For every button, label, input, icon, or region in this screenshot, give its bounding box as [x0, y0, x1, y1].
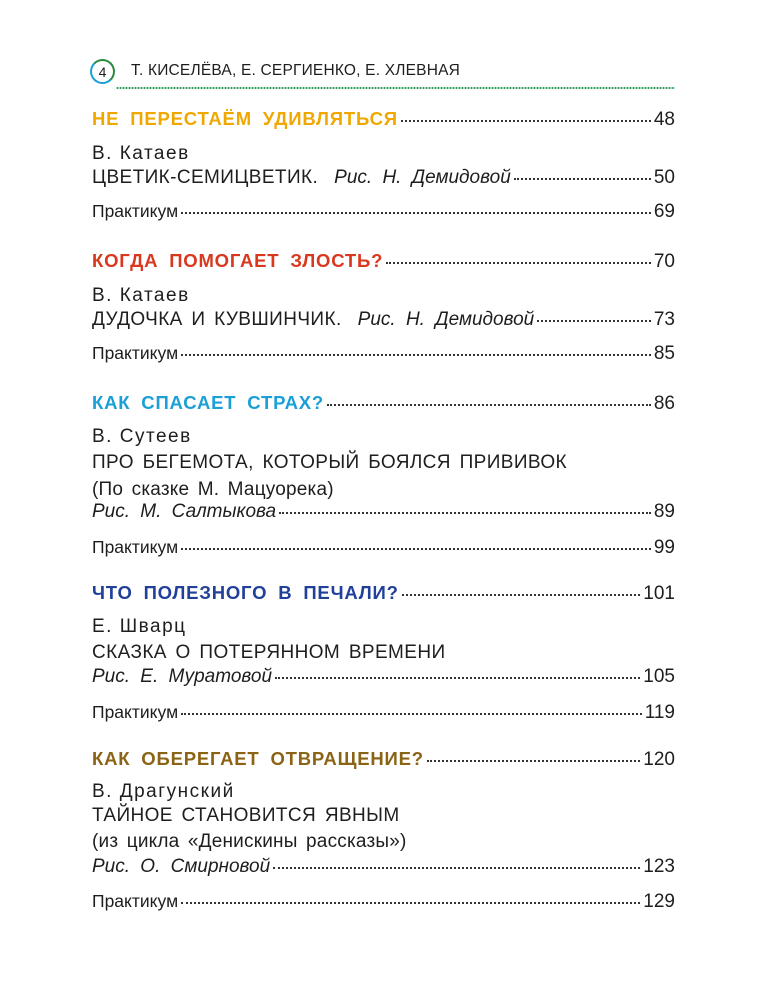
work-entry[interactable] — [92, 166, 675, 190]
practicum-page: 119 — [644, 702, 675, 723]
practicum-page: 129 — [643, 891, 675, 912]
work-author: В. Сутеев — [92, 426, 192, 447]
section-heading-3[interactable] — [92, 391, 675, 416]
dot-leader — [181, 713, 642, 715]
section-heading-1[interactable] — [92, 107, 675, 132]
work-author: В. Катаев — [92, 285, 190, 306]
dot-leader — [273, 867, 640, 869]
illustrator: Рис. Н. Демидовой — [334, 167, 511, 188]
practicum-label: Практикум — [92, 201, 179, 221]
section-heading-2[interactable] — [92, 249, 675, 274]
illustrator: Рис. Е. Муратовой — [92, 666, 273, 687]
practicum-page: 85 — [653, 343, 675, 364]
work-title: ТАЙНОЕ СТАНОВИТСЯ ЯВНЫМ — [92, 805, 400, 826]
work-author: В. Драгунский — [92, 781, 235, 802]
section-page: 48 — [653, 109, 675, 130]
dot-leader — [386, 262, 651, 264]
practicum-label: Практикум — [92, 702, 179, 722]
header-authors: Т. КИСЕЛЁВА, Е. СЕРГИЕНКО, Е. ХЛЕВНАЯ — [131, 62, 461, 79]
section-title: КОГДА ПОМОГАЕТ ЗЛОСТЬ? — [92, 250, 384, 271]
practicum-entry[interactable] — [92, 700, 675, 725]
dot-leader — [402, 594, 641, 596]
dot-leader — [181, 902, 640, 904]
dot-leader — [275, 677, 640, 679]
dot-leader — [279, 512, 651, 514]
work-page: 89 — [653, 501, 675, 522]
practicum-label: Практикум — [92, 343, 179, 363]
work-entry[interactable] — [92, 855, 675, 879]
practicum-entry[interactable] — [92, 199, 675, 224]
work-entry[interactable] — [92, 308, 675, 332]
section-title: КАК ОБЕРЕГАЕТ ОТВРАЩЕНИЕ? — [92, 748, 424, 769]
dot-leader — [514, 178, 651, 180]
practicum-entry[interactable] — [92, 341, 675, 366]
page-number-badge — [90, 59, 115, 84]
practicum-label: Практикум — [92, 891, 179, 911]
practicum-entry[interactable] — [92, 535, 675, 560]
section-heading-5[interactable] — [92, 747, 675, 772]
section-title: КАК СПАСАЕТ СТРАХ? — [92, 392, 324, 413]
section-heading-4[interactable] — [92, 581, 675, 606]
illustrator: Рис. Н. Демидовой — [357, 309, 535, 330]
practicum-label: Практикум — [92, 537, 179, 557]
work-author: Е. Шварц — [92, 616, 187, 637]
work-author: В. Катаев — [92, 143, 190, 164]
header-dotted-rule — [116, 86, 675, 90]
dot-leader — [327, 404, 651, 406]
work-page: 73 — [653, 309, 675, 330]
dot-leader — [181, 354, 651, 356]
page-number: 4 — [98, 63, 107, 80]
section-page: 120 — [643, 749, 675, 770]
section-page: 86 — [653, 393, 675, 414]
work-page: 105 — [643, 666, 675, 687]
work-page: 50 — [653, 167, 675, 188]
section-title: НЕ ПЕРЕСТАЁМ УДИВЛЯТЬСЯ — [92, 108, 398, 129]
practicum-page: 99 — [653, 537, 675, 558]
dot-leader — [401, 120, 651, 122]
page-header — [90, 59, 675, 89]
work-page: 123 — [643, 856, 675, 877]
practicum-entry[interactable] — [92, 889, 675, 914]
dot-leader — [181, 212, 651, 214]
dot-leader — [537, 320, 651, 322]
work-entry[interactable] — [92, 500, 675, 524]
practicum-page: 69 — [653, 201, 675, 222]
work-note: (По сказке М. Мацуорека) — [92, 479, 334, 500]
work-title: ПРО БЕГЕМОТА, КОТОРЫЙ БОЯЛСЯ ПРИВИВОК — [92, 452, 568, 473]
section-title: ЧТО ПОЛЕЗНОГО В ПЕЧАЛИ? — [92, 582, 399, 603]
work-title: ДУДОЧКА И КУВШИНЧИК. — [92, 309, 342, 330]
section-page: 70 — [653, 251, 675, 272]
work-entry[interactable] — [92, 665, 675, 689]
section-page: 101 — [643, 583, 675, 604]
dot-leader — [427, 760, 640, 762]
illustrator: Рис. О. Смирновой — [92, 856, 271, 877]
work-title: СКАЗКА О ПОТЕРЯННОМ ВРЕМЕНИ — [92, 642, 446, 663]
work-note: (из цикла «Денискины рассказы») — [92, 831, 407, 852]
dot-leader — [181, 548, 651, 550]
illustrator: Рис. М. Салтыкова — [92, 501, 277, 522]
work-title: ЦВЕТИК-СЕМИЦВЕТИК. — [92, 167, 319, 188]
